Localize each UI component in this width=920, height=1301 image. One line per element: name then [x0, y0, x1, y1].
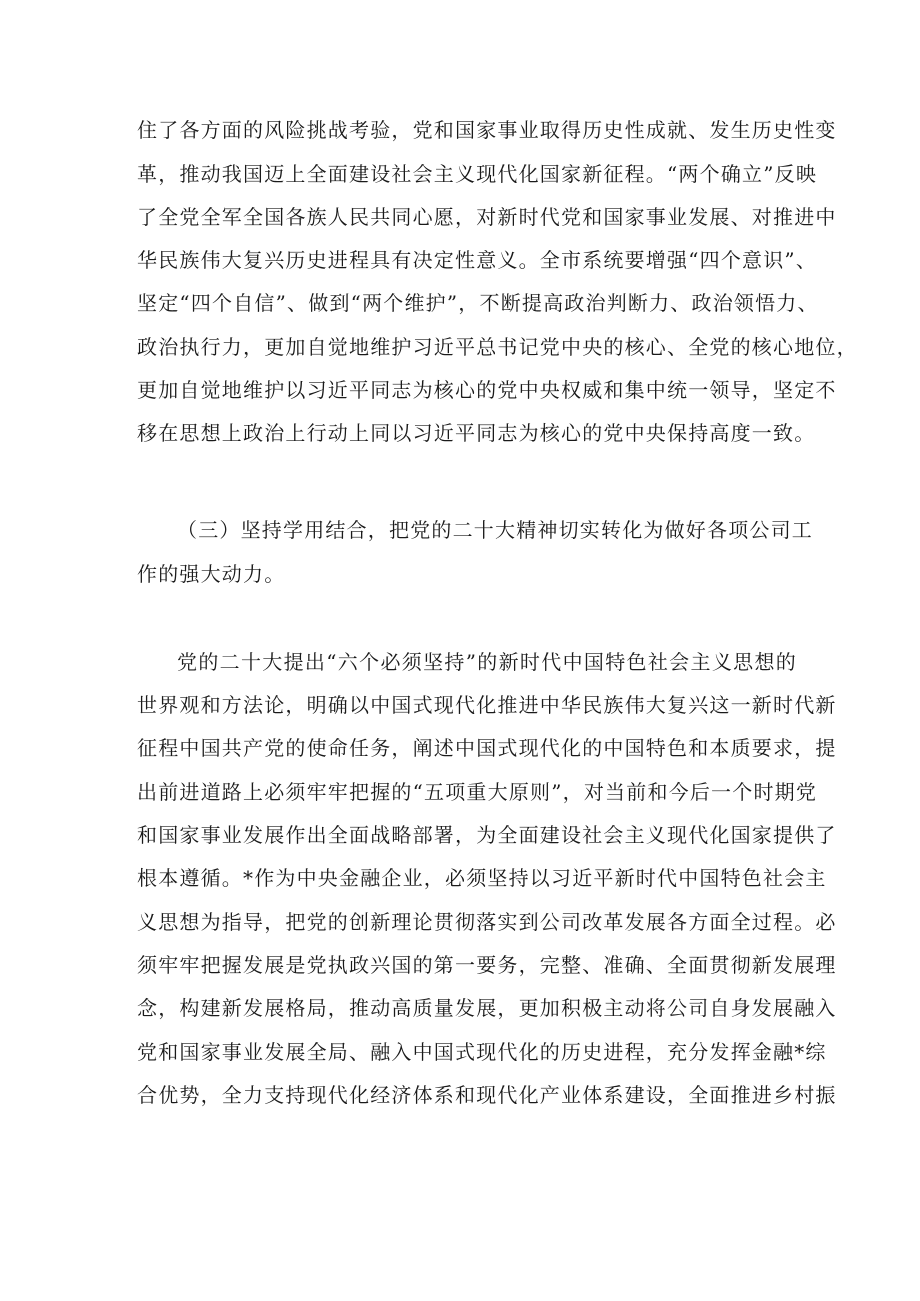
text-line: 征程中国共产党的使命任务，阐述中国式现代化的中国特色和本质要求，提	[137, 736, 837, 760]
text-line: 义思想为指导，把党的创新理论贯彻落实到公司改革发展各方面全过程。必	[137, 910, 837, 934]
text-line: 华民族伟大复兴历史进程具有决定性意义。全市系统要增强“四个意识”、	[137, 248, 818, 272]
text-line: 坚定“四个自信”、做到“两个维护”，不断提高政治判断力、政治领悟力、	[137, 291, 819, 315]
text-line: 更加自觉地维护以习近平同志为核心的党中央权威和集中统一领导，坚定不	[137, 378, 837, 402]
heading-line: 作的强大动力。	[137, 562, 286, 586]
text-line: 出前进道路上必须牢牢把握的“五项重大原则”，对当前和今后一个时期党	[137, 780, 818, 804]
text-line: 世界观和方法论，明确以中国式现代化推进中华民族伟大复兴这一新时代新	[137, 693, 837, 717]
text-line: 和国家事业发展作出全面战略部署，为全面建设社会主义现代化国家提供了	[137, 823, 837, 847]
text-line: 党的二十大提出“六个必须坚持”的新时代中国特色社会主义思想的	[177, 650, 797, 674]
text-line: 革，推动我国迈上全面建设社会主义现代化国家新征程。“两个确立”反映	[137, 162, 818, 186]
text-line: 党和国家事业发展全局、融入中国式现代化的历史进程，充分发挥金融*综	[137, 1040, 827, 1064]
text-line: 住了各方面的风险挑战考验，党和国家事业取得历史性成就、发生历史性变	[137, 118, 837, 142]
text-line: 合优势，全力支持现代化经济体系和现代化产业体系建设，全面推进乡村振	[137, 1083, 837, 1107]
text-line: 政治执行力，更加自觉地维护习近平总书记党中央的核心、全党的核心地位，	[137, 335, 858, 359]
text-line: 移在思想上政治上行动上同以习近平同志为核心的党中央保持高度一致。	[137, 421, 816, 445]
text-line: 须牢牢把握发展是党执政兴国的第一要务，完整、准确、全面贯彻新发展理	[137, 953, 837, 977]
text-line: 了全党全军全国各族人民共同心愿，对新时代党和国家事业发展、对推进中	[137, 205, 837, 229]
text-line: 念，构建新发展格局，推动高质量发展，更加积极主动将公司自身发展融入	[137, 996, 837, 1020]
heading-line: （三）坚持学用结合，把党的二十大精神切实转化为做好各项公司工	[177, 518, 813, 542]
text-line: 根本遵循。*作为中央金融企业，必须坚持以习近平新时代中国特色社会主	[137, 866, 827, 890]
